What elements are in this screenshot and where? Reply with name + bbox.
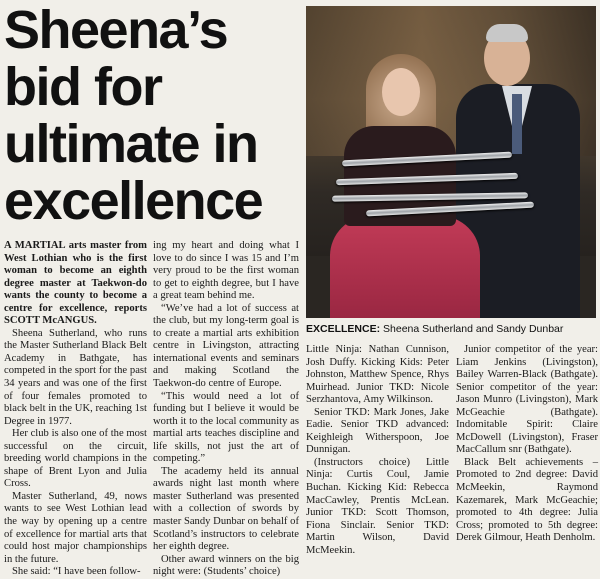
article-paragraph: The academy held its annual awards night last month where master Sutherland was presented with a collection of swords by master Sandy Dunbar on behalf of Scotland’s instructors to celebrate her eighth degree. bbox=[153, 465, 299, 553]
article-paragraph: “This would need a lot of funding but I believe it would be worth it to the local community as martial arts teaches discipline and life skills, not just the art of competing.” bbox=[153, 390, 299, 465]
article-column-2 bbox=[153, 240, 299, 579]
article-column-1 bbox=[4, 240, 147, 579]
award-list: (Instructors choice) Little Ninja: Curtis Coul, Jamie Buchan. Kicking Kid: Rebecca MacCawley, Prentis McLean. Junior TKD: Scott Thomson, Fiona Sinclair. Senior TKD: Martin Wilson, David McMeekin. bbox=[306, 456, 449, 556]
award-list: Junior competitor of the year: Liam Jenkins (Livingston), Bailey Warren-Black (Bathgate). Senior competitor of the year: Jason Munro (Livingston), Mark McGeachie (Bathgate). Indomitable Spirit: Claire McDowell (Livingston), Fraser MacCallum snr (Bathgate). bbox=[456, 344, 598, 456]
article-paragraph: Her club is also one of the most successful on the circuit, breeding world champions in the shape of Brent Lyon and Julia Cross. bbox=[4, 428, 147, 490]
headline: Sheena’s bid for ultimate in excellence bbox=[4, 0, 263, 231]
article-paragraph: Other award winners on the big night were: (Students’ choice) bbox=[153, 553, 299, 578]
article-column-4 bbox=[456, 344, 598, 545]
article-paragraph: Sheena Sutherland, who runs the Master Sutherland Black Belt Academy in Bathgate, has competed in the sport for the past 34 years and was one of the first of four females promoted to black belt in the UK, reaching 1st Degree in 1977. bbox=[4, 327, 147, 427]
woman-face bbox=[382, 68, 420, 116]
award-list: Senior TKD: Mark Jones, Jake Eadie. Senior TKD advanced: Keighleigh Witherspoon, Joe Dunnigan. bbox=[306, 406, 449, 456]
woman-skirt bbox=[330, 216, 480, 318]
man-tie bbox=[512, 94, 522, 154]
article-paragraph: Master Sutherland, 49, nows wants to see West Lothian lead the way by opening up a centre of excellence for martial arts that could host major championships in the future. bbox=[4, 490, 147, 565]
article-lead: A MARTIAL arts master from West Lothian who is the first woman to become an eighth degree master at Taekwon-do wants the county to become a centre for excellence, reports SCOTT McANGUS. bbox=[4, 240, 147, 327]
photo-caption bbox=[306, 323, 598, 335]
man-hair bbox=[486, 24, 528, 42]
article-photo bbox=[306, 6, 596, 318]
article-column-3 bbox=[306, 344, 449, 557]
award-list: Black Belt achievements – Promoted to 2nd degree: David McMeekin, Raymond Kazemarek, Mark McGeachie; promoted to 4th degree: Julia Cross; promoted to 5th degree: Derek Gilmour, Heath Denholm. bbox=[456, 456, 598, 544]
article-paragraph: “We’ve had a lot of success at the club, but my long-term goal is to create a martial arts exhibition centre in Livingston, attracting international events and seminars and making Scotland the Taekwon-do centre of Europe. bbox=[153, 302, 299, 390]
caption-text: Sheena Sutherland and Sandy Dunbar bbox=[380, 323, 564, 335]
award-list: Little Ninja: Nathan Cunnison, Josh Duffy. Kicking Kids: Peter Johnston, Matthew Spence, Rhys Muirhead. Junior TKD: Nicole Serzhantova, Amy Wilkinson. bbox=[306, 344, 449, 406]
caption-label: EXCELLENCE: bbox=[306, 323, 381, 335]
article-paragraph: She said: “I have been follow- bbox=[12, 566, 141, 578]
article-paragraph: ing my heart and doing what I love to do since I was 15 and I’m very proud to be the first woman to get to eighth degree, but I have a great team behind me. bbox=[153, 240, 299, 302]
